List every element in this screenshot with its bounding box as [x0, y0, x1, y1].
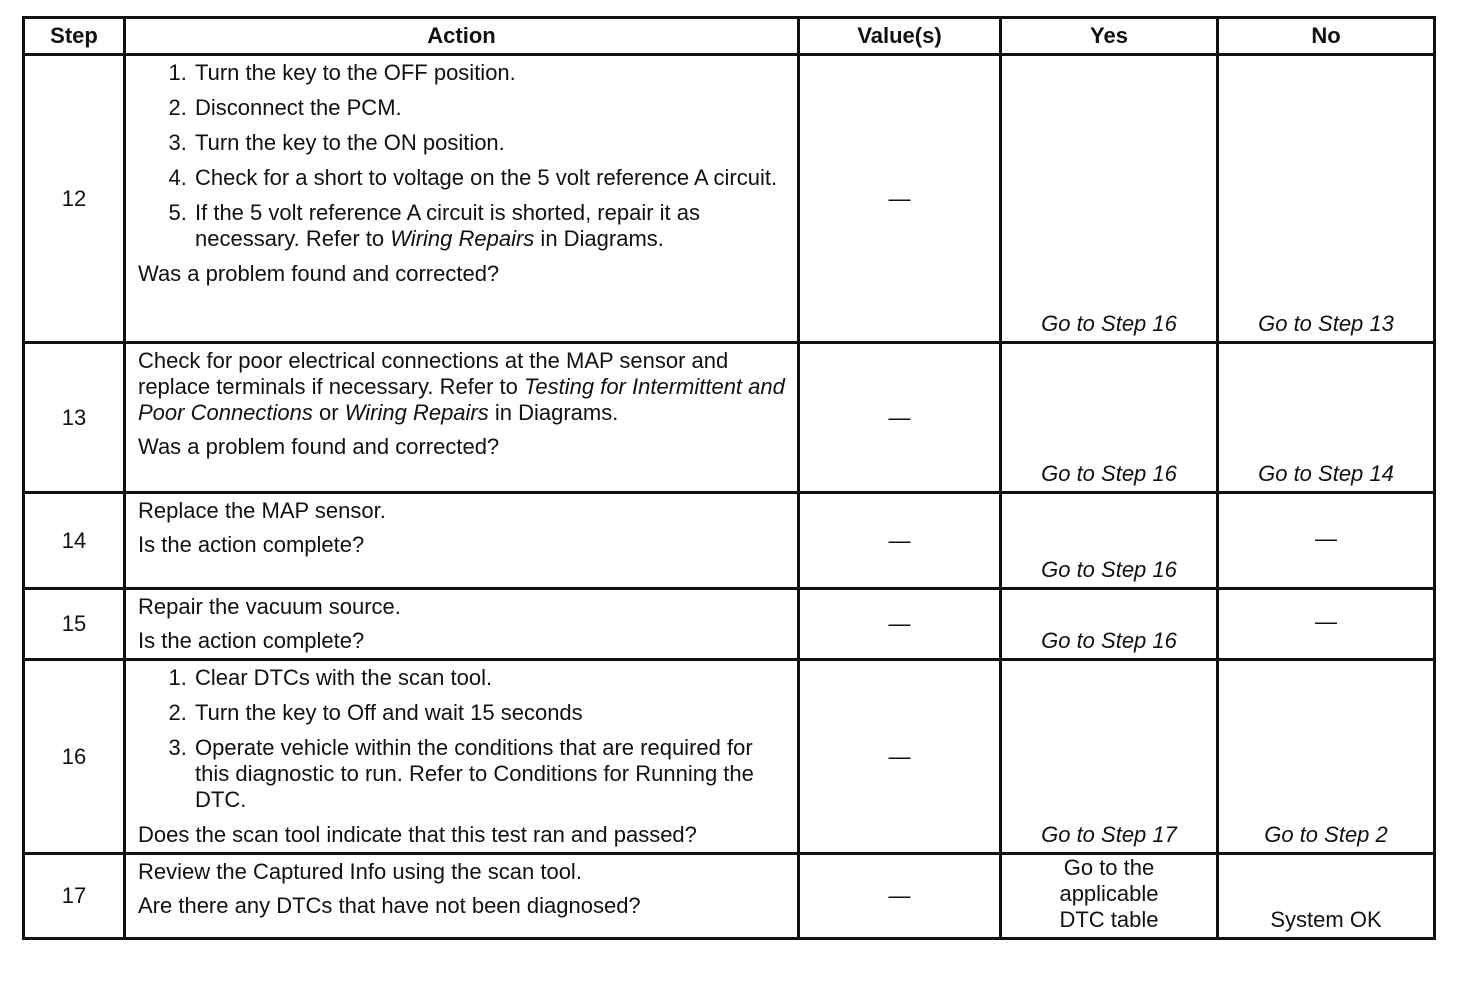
action-text: If the 5 volt reference A circuit is shorted, repair it as necessary. Refer to: [195, 200, 701, 251]
no-cell: System OK: [1218, 854, 1435, 939]
value-cell: —: [799, 854, 1001, 939]
wiring-repairs-reference: Wiring Repairs: [344, 400, 489, 425]
step-number: 12: [24, 55, 125, 343]
yes-cell: [1001, 854, 1218, 939]
value-cell: —: [799, 589, 1001, 660]
no-cell: Go to Step 13: [1218, 55, 1435, 343]
table-row-step-14: [24, 493, 1435, 589]
action-list-item: 3. Operate vehicle within the conditions that are required for this diagnostic to run. Refer to Conditions for Running the DTC.: [193, 735, 787, 813]
table-row-step-13: [24, 343, 1435, 493]
action-paragraph: [138, 348, 787, 426]
action-cell: [125, 343, 799, 493]
header-values: Value(s): [799, 18, 1001, 55]
yes-cell: Go to Step 16: [1001, 589, 1218, 660]
no-cell: —: [1218, 589, 1435, 660]
header-no: No: [1218, 18, 1435, 55]
action-question: Does the scan tool indicate that this test ran and passed?: [138, 822, 697, 847]
testing-reference: Testing for Intermittent and Poor Connections: [138, 374, 785, 425]
action-list-item: 1. Clear DTCs with the scan tool.: [193, 665, 787, 691]
action-list-item: 2. Turn the key to Off and wait 15 seconds: [193, 700, 787, 726]
value-cell: —: [799, 343, 1001, 493]
action-list-item: 3. Turn the key to the ON position.: [193, 130, 787, 156]
action-list-item: 1. Turn the key to the OFF position.: [193, 60, 787, 86]
step-number: 14: [24, 493, 125, 589]
header-row: [24, 18, 1435, 55]
action-text: in Diagrams.: [488, 400, 619, 425]
action-list: [138, 60, 787, 252]
action-list-item: [193, 200, 787, 252]
action-question: Is the action complete?: [138, 628, 365, 653]
wiring-repairs-reference: Wiring Repairs: [390, 226, 535, 251]
step-number: 17: [24, 854, 125, 939]
action-list-item: 4. Check for a short to voltage on the 5 volt reference A circuit.: [193, 165, 787, 191]
step-number: 15: [24, 589, 125, 660]
value-cell: —: [799, 493, 1001, 589]
action-question: Is the action complete?: [138, 532, 365, 557]
action-cell: [125, 854, 799, 939]
action-question: Was a problem found and corrected?: [138, 434, 500, 459]
action-list-item: 2. Disconnect the PCM.: [193, 95, 787, 121]
diagnostic-table: [22, 16, 1436, 940]
yes-cell: Go to Step 16: [1001, 55, 1218, 343]
value-cell: —: [799, 55, 1001, 343]
step-number: 16: [24, 660, 125, 854]
header-step: Step: [24, 18, 125, 55]
action-text: in Diagrams.: [534, 226, 664, 251]
no-cell: —: [1218, 493, 1435, 589]
header-action: Action: [125, 18, 799, 55]
action-cell: [125, 589, 799, 660]
table-row-step-16: [24, 660, 1435, 854]
yes-cell: Go to Step 16: [1001, 343, 1218, 493]
action-paragraph: Repair the vacuum source.: [138, 594, 401, 619]
action-list: [138, 665, 787, 813]
header-yes: Yes: [1001, 18, 1218, 55]
step-number: 13: [24, 343, 125, 493]
table-row-step-12: [24, 55, 1435, 343]
action-cell: [125, 55, 799, 343]
action-paragraph: Review the Captured Info using the scan tool.: [138, 859, 582, 884]
no-cell: Go to Step 2: [1218, 660, 1435, 854]
yes-cell: Go to Step 16: [1001, 493, 1218, 589]
action-cell: [125, 493, 799, 589]
action-cell: [125, 660, 799, 854]
table-row-step-17: [24, 854, 1435, 939]
action-question: Was a problem found and corrected?: [138, 261, 500, 286]
action-paragraph: Replace the MAP sensor.: [138, 498, 386, 523]
action-text: Check for poor electrical connections at the MAP sensor and replace terminals if necessary. Refer to: [138, 348, 729, 399]
value-cell: —: [799, 660, 1001, 854]
action-text: or: [312, 400, 345, 425]
yes-cell-text: Go to the applicable DTC table: [1059, 855, 1159, 932]
no-cell: Go to Step 14: [1218, 343, 1435, 493]
yes-cell: Go to Step 17: [1001, 660, 1218, 854]
action-question: Are there any DTCs that have not been diagnosed?: [138, 893, 641, 918]
table-row-step-15: [24, 589, 1435, 660]
